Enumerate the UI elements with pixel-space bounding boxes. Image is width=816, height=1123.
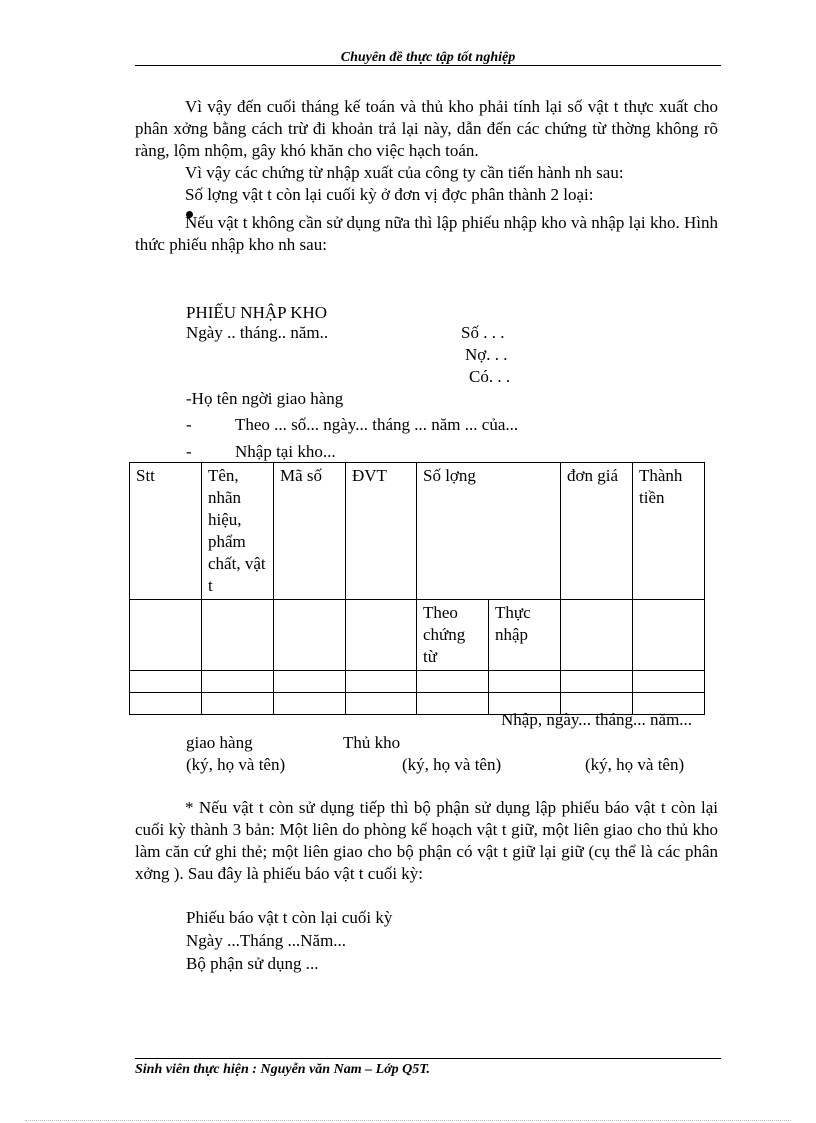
signature-deliverer: giao hàng	[186, 733, 253, 752]
col-theo-chung-tu: Theo chứng từ	[417, 600, 489, 671]
form-co: Có. . .	[469, 367, 511, 386]
col-soluong: Số lợng	[417, 463, 561, 600]
col-dvt: ĐVT	[346, 463, 417, 600]
paragraph-5: * Nếu vật t còn sử dụng tiếp thì bộ phận sử dụng lập phiếu báo vật t còn lại cuối kỳ thành 3 bản: Một liên do phòng kế hoạch vật t giữ, một liên giao cho thủ kho làm căn cứ ghi thẻ; một liên giao cho bộ phận có vật t giữ lại giữ (cụ thể là các phân xởng ). Sau đây là phiếu báo vật t cuối kỳ:	[135, 798, 718, 883]
paragraph-2: Vì vậy các chứng từ nhập xuất của công ty cần tiến hành nh sau:	[185, 163, 624, 182]
place-date: Nhập, ngày... tháng... năm...	[501, 710, 693, 729]
report-title: Phiếu báo vật t còn lại cuối kỳ	[186, 908, 393, 927]
col-stt: Stt	[130, 463, 202, 600]
form-theo-dash: -	[186, 415, 192, 434]
col-dongia: đơn giá	[561, 463, 633, 600]
paragraph-3: Số lợng vật t còn lại cuối kỳ ở đơn vị đợc phân thành 2 loại:	[185, 185, 594, 204]
paragraph-1: Vì vậy đến cuối tháng kế toán và thủ kho phải tính lại số vật t thực xuất cho phân xởng bằng cách trừ đi khoản trả lại này, dẫn đến các chứng từ thờng không rõ ràng, lộm nhộm, gây khó khăn cho việc hạch toán.	[135, 97, 718, 160]
table-row	[130, 671, 705, 693]
report-date: Ngày ...Tháng ...Năm...	[186, 931, 347, 950]
body-text-bottom	[135, 797, 718, 885]
signature-note-1: (ký, họ và tên)	[186, 755, 286, 774]
form-so: Số . . .	[461, 323, 505, 342]
page-edge	[25, 1120, 791, 1121]
form-nhap-dash: -	[186, 442, 192, 461]
col-thanhtien: Thành tiền	[633, 463, 705, 600]
footer-text: Sinh viên thực hiện : Nguyễn văn Nam – Lớp Q5T.	[135, 1062, 431, 1077]
signature-note-2: (ký, họ và tên)	[402, 755, 502, 774]
form-no: Nợ. . .	[465, 345, 508, 364]
body-text-top	[135, 96, 718, 206]
form-title: PHIẾU NHẬP KHO	[186, 303, 328, 322]
col-thuc-nhap: Thực nhập	[489, 600, 561, 671]
footer-rule	[135, 1058, 721, 1059]
form-date: Ngày .. tháng.. năm..	[186, 323, 329, 342]
signature-note-3: (ký, họ và tên)	[585, 755, 685, 774]
receipt-table	[129, 462, 705, 715]
form-nhap-tai: Nhập tại kho...	[235, 442, 336, 461]
signature-storekeeper: Thủ kho	[343, 733, 401, 752]
paragraph-4: Nếu vật t không cần sử dụng nữa thì lập phiếu nhập kho và nhập lại kho. Hình thức phiếu nhập kho nh sau:	[135, 213, 718, 254]
col-ten: Tên, nhãn hiệu, phẩm chất, vật t	[202, 463, 274, 600]
col-maso: Mã số	[274, 463, 346, 600]
form-theo: Theo ... số... ngày... tháng ... năm ... của...	[235, 415, 519, 434]
table-header-row	[130, 463, 705, 600]
report-department: Bộ phận sử dụng ...	[186, 954, 319, 973]
header-title: Chuyên đề thực tập tốt nghiệp	[340, 50, 516, 65]
body-text-bullet	[135, 212, 718, 256]
table-subheader-row	[130, 600, 705, 671]
header-rule	[135, 65, 721, 66]
form-deliverer: -Họ tên ngời giao hàng	[186, 389, 344, 408]
